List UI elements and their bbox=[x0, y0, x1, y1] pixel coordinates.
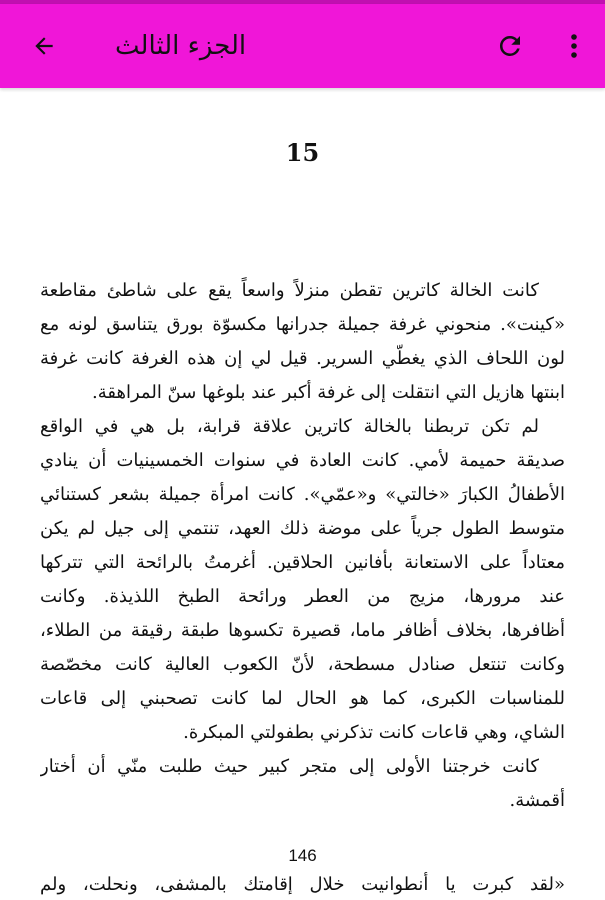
text-line: صديقة حميمة لأمي. كانت العادة في سنوات الخمسينيات أن ينادي bbox=[40, 450, 565, 471]
text-line: أقمشة. bbox=[509, 790, 565, 811]
chapter-number: 15 bbox=[285, 138, 320, 167]
next-page-text-line: «لقد كبرت يا أنطوانيت خلال إقامتك بالمشفى، ونحلت، ولم bbox=[40, 874, 565, 895]
arrow-back-icon[interactable] bbox=[24, 4, 64, 88]
text-line: للمناسبات الكبرى، كما هو الحال لما كانت تصحبني إلى قاعات bbox=[40, 688, 565, 709]
text-line: ابنتها هازيل التي انتقلت إلى غرفة أكبر عند بلوغها سنّ المراهقة. bbox=[92, 382, 565, 403]
text-line: كانت خرجتنا الأولى إلى متجر كبير حيث طلبت منّي أن أختار bbox=[40, 756, 539, 777]
text-line: عند مرورها، مزيج من العطر ورائحة الطبخ اللذيذة. وكانت bbox=[40, 586, 565, 607]
page-number: 146 bbox=[288, 846, 317, 865]
paragraph bbox=[40, 410, 565, 750]
text-line: أظافرها، بخلاف أظافر ماما، قصيرة تكسوها طبقة رقيقة من الطلاء، bbox=[40, 620, 565, 641]
text-line: كانت الخالة كاترين تقطن منزلاً واسعاً يقع على شاطئ مقاطعة bbox=[40, 280, 539, 301]
more-vert-icon[interactable] bbox=[556, 4, 592, 88]
refresh-icon[interactable] bbox=[490, 4, 530, 88]
text-line: «كينت». منحوني غرفة جميلة جدرانها مكسوّة بورق يتناسق لونه مع bbox=[40, 314, 565, 335]
paragraph bbox=[40, 750, 565, 818]
page-title: الجزء الثالث bbox=[115, 31, 247, 61]
text-line: وكانت تنتعل صنادل مسطحة، لأنّ الكعوب العالية كانت مخصّصة bbox=[40, 654, 565, 675]
app-bar bbox=[0, 4, 605, 88]
text-line: الشاي، وهي قاعات كانت تذكرني بطفولتي المبكرة. bbox=[183, 722, 565, 743]
text-line: متوسط الطول جرياً على موضة ذلك العهد، تنتمي إلى جيل لم يكن bbox=[40, 518, 565, 539]
paragraph bbox=[40, 274, 565, 410]
text-line: الأطفالُ الكبارَ «خالتي» و«عمّي». كانت امرأة جميلة بشعر كستنائي bbox=[40, 484, 565, 505]
text-line: لون اللحاف الذي يغطّي السرير. قيل لي إن هذه الغرفة كانت غرفة bbox=[40, 348, 565, 369]
page-content bbox=[40, 274, 565, 818]
text-line: معتاداً على الاستعانة بأفانين الحلاقين. أغرمتُ بالرائحة التي تتركها bbox=[40, 552, 565, 573]
text-line: لم تكن تربطنا بالخالة كاترين علاقة قرابة، بل هي في الواقع bbox=[40, 416, 539, 437]
